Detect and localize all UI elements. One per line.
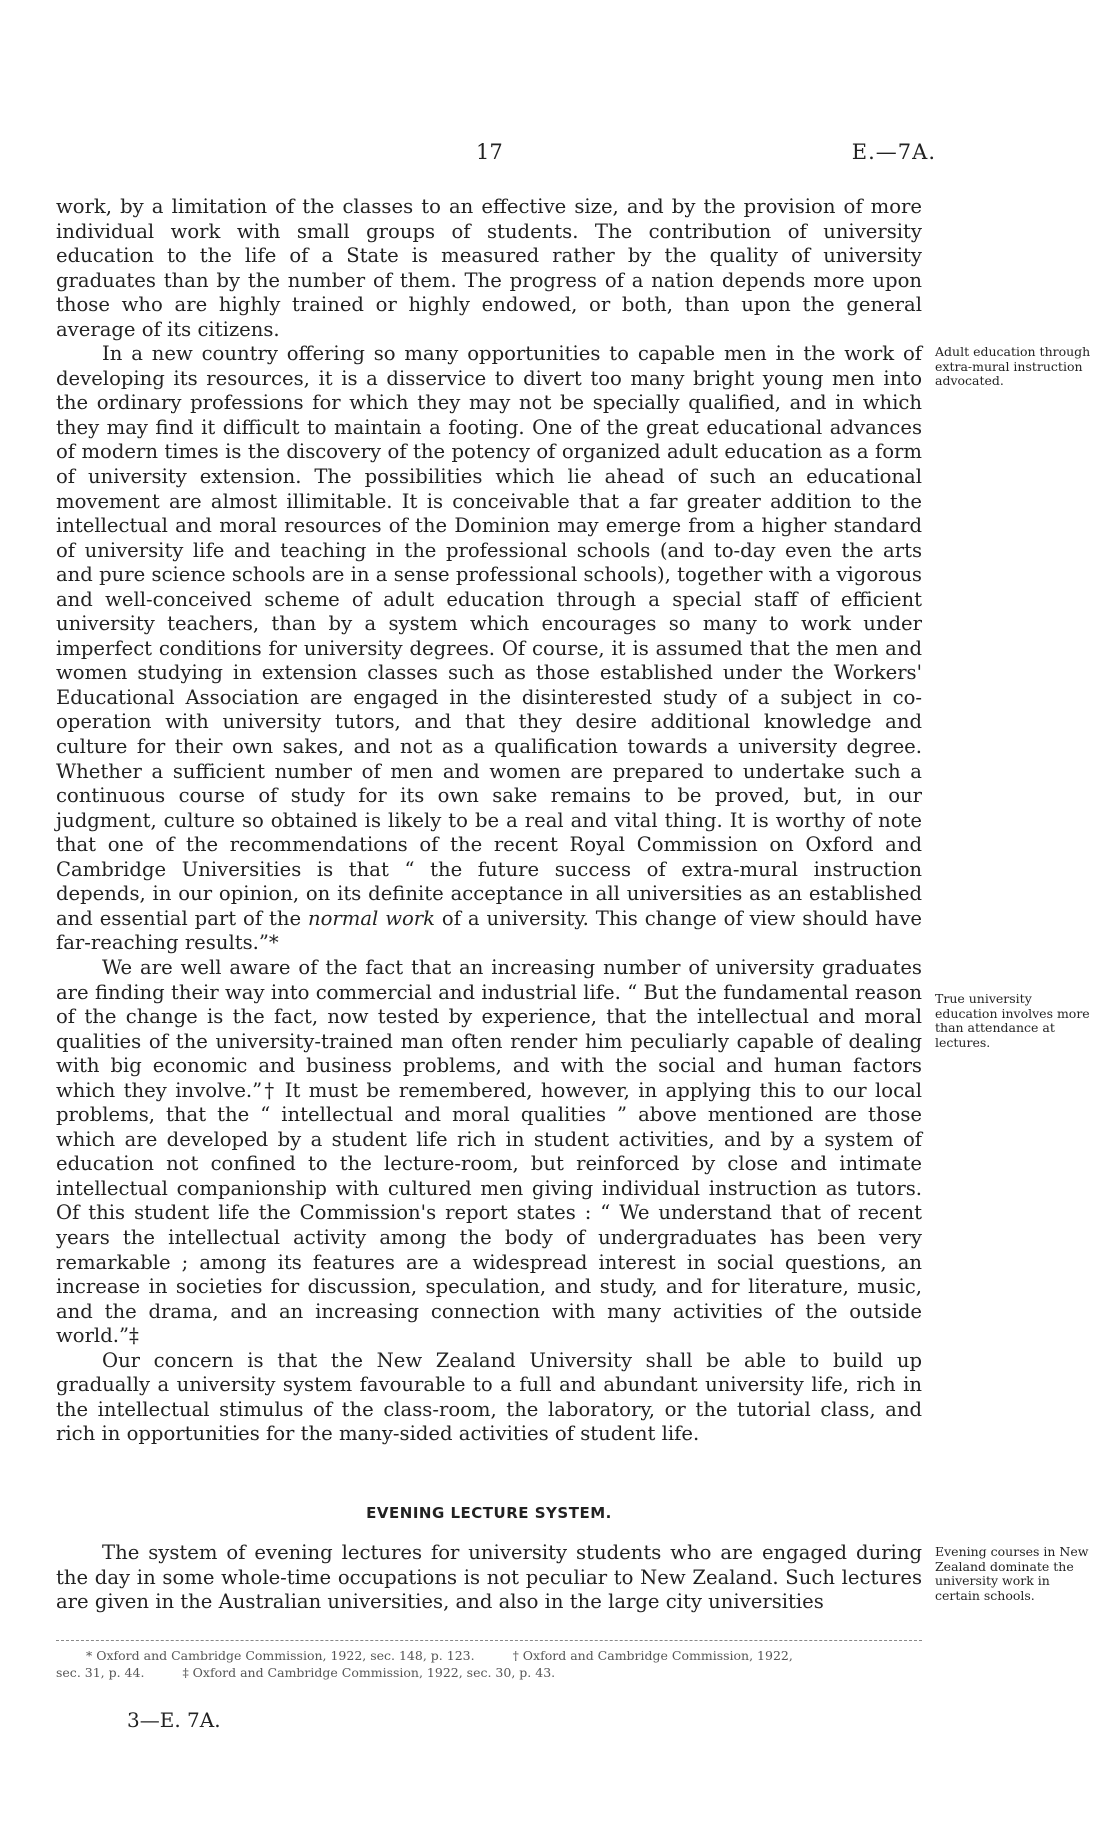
- paragraph-1: work, by a limitation of the classes to an effective size, and by the provision of more individual work with small groups of students. The contribution of university education to the life of a State is measured rather by the quality of university graduates than by the number of them. The progress of a nation depends more upon those who are highly trained or highly endowed, or both, than upon the general average of its citizens.: [56, 195, 922, 341]
- footnote-line-1: [56, 1647, 922, 1664]
- footnote-2: † Oxford and Cambridge Commission, 1922,: [512, 1648, 793, 1663]
- footnote-2-cont: sec. 31, p. 44.: [56, 1665, 145, 1680]
- paragraph-2-text: In a new country offering so many opportunities to capable men in the work of developing its resources, it is a disservice to divert too many bright young men into the ordinary professions for which they may not be specially qualified, and in which they may find it difficult to maintain a footing. One of the great educational advances of modern times is the discovery of the potency of organized adult education as a form of university extension. The possibilities which lie ahead of such an educational movement are almost illimitable. It is conceivable that a far greater addition to the intellectual and moral resources of the Dominion may emerge from a higher standard of university life and teaching in the professional schools (and to-day even the arts and pure science schools are in a sense professional schools), together with a vigorous and well-conceived scheme of adult education through a special staff of efficient university teachers, than by a system which encourages so many to work under imperfect conditions for university degrees. Of course, it is assumed that the men and women studying in extension classes such as those established under the Workers' Educational Association are engaged in the disinterested study of a subject in co-operation with university tutors, and that they desire additional knowledge and culture for their own sakes, and not as a qualification towards a university degree. Whether a sufficient number of men and women are prepared to undertake such a continuous course of study for its own sake remains to be proved, but, in our judgment, culture so obtained is likely to be a real and vital thing. It is worthy of note that one of the recommendations of the recent Royal Commission on Oxford and Cambridge Universities is that “ the future success of extra-mural instruction depends, in our opinion, on its definite acceptance in all universities as an established and essential part of the: [56, 342, 922, 930]
- section-heading: EVENING LECTURE SYSTEM.: [366, 1504, 612, 1522]
- footnote-line-2: [56, 1664, 922, 1681]
- side-note-evening-courses: Evening courses in New Zealand dominate the university work in certain schools.: [935, 1544, 1089, 1603]
- footnote-divider: [56, 1640, 922, 1641]
- footnotes: [56, 1647, 922, 1681]
- section-paragraph: The system of evening lectures for university students who are engaged during the day in some whole-time occupations is not peculiar to New Zealand. Such lectures are given in the Australian universities, and also in the large city universities: [56, 1541, 922, 1614]
- italic-normal-work: normal work: [307, 906, 436, 930]
- page-number: 17: [476, 140, 503, 164]
- side-note-true-university: True university education involves more than attendance at lectures.: [935, 991, 1090, 1050]
- footnote-3: ‡ Oxford and Cambridge Commission, 1922, sec. 30, p. 43.: [182, 1665, 556, 1680]
- footnote-1: * Oxford and Cambridge Commission, 1922, sec. 148, p. 123.: [86, 1648, 475, 1663]
- section-body: [56, 1541, 922, 1615]
- signature-mark: 3—E. 7A.: [127, 1708, 221, 1732]
- page-header: [56, 140, 936, 170]
- paragraph-2-tail: of a university. This change of view should have far-reaching results.”*: [56, 906, 922, 955]
- body-text: [56, 195, 922, 1447]
- paragraph-2: [56, 342, 922, 956]
- paragraph-3: We are well aware of the fact that an increasing number of university graduates are finding their way into commercial and industrial life. “ But the fundamental reason of the change is the fact, now tested by experience, that the intellectual and moral qualities of the university-trained man often render him peculiarly capable of dealing with big economic and business problems, and with the social and human factors which they involve.”† It must be remembered, however, in applying this to our local problems, that the “ intellectual and moral qualities ” above mentioned are those which are developed by a student life rich in student activities, and by a system of education not confined to the lecture-room, but reinforced by close and intimate intellectual companionship with cultured men giving individual instruction as tutors. Of this student life the Commission's report states : “ We understand that of recent years the intellectual activity among the body of undergraduates has been very remarkable ; among its features are a widespread interest in social questions, an increase in societies for discussion, speculation, and study, and for literature, music, and the drama, and an increasing connection with many activities of the outside world.”‡: [56, 955, 922, 1348]
- document-code: E.—7A.: [851, 140, 936, 164]
- side-note-adult-education: Adult education through extra-mural instruction advocated.: [935, 344, 1091, 388]
- paragraph-4: Our concern is that the New Zealand University shall be able to build up gradually a university system favourable to a full and abundant university life, rich in the intellectual stimulus of the class-room, the laboratory, or the tutorial class, and rich in opportunities for the many-sided activities of student life.: [56, 1348, 922, 1446]
